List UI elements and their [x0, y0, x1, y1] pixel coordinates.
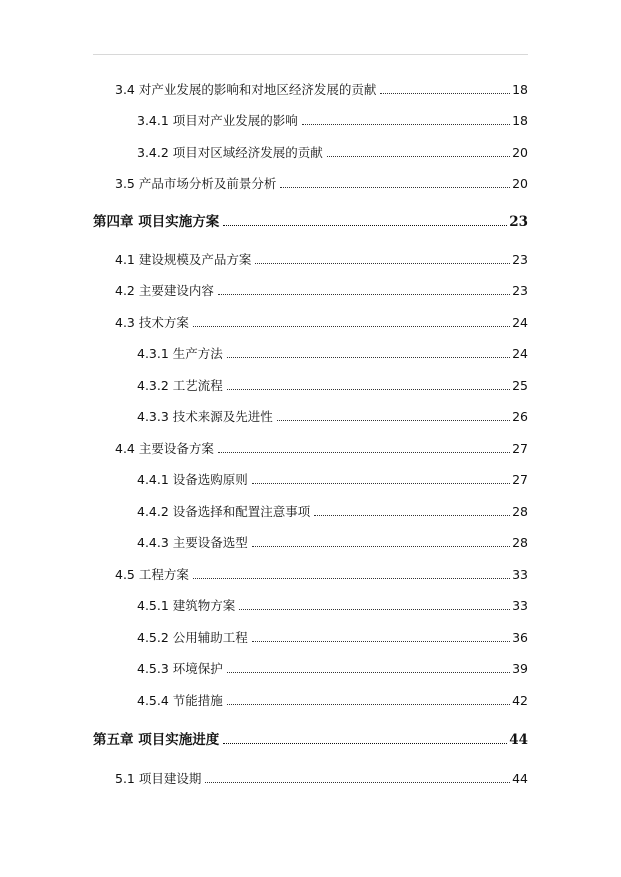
toc-dot-leader — [227, 357, 510, 358]
toc-entry-page: 28 — [512, 504, 528, 519]
toc-entry-page: 27 — [512, 441, 528, 456]
toc-dot-leader — [327, 156, 510, 157]
toc-entry-page: 23 — [512, 252, 528, 267]
toc-entry-page: 20 — [512, 176, 528, 191]
toc-entry-title: 4.3.2 工艺流程 — [137, 378, 223, 393]
toc-entry-page: 24 — [512, 346, 528, 361]
toc-chapter-entry[interactable] — [93, 210, 528, 230]
toc-dot-leader — [193, 578, 510, 579]
toc-entry[interactable] — [137, 689, 528, 709]
toc-entry-page: 23 — [509, 214, 528, 230]
toc-dot-leader — [227, 704, 510, 705]
toc-dot-leader — [239, 609, 510, 610]
toc-entry-title: 第四章 项目实施方案 — [93, 214, 220, 230]
toc-entry-page: 42 — [512, 693, 528, 708]
toc-entry[interactable] — [137, 626, 528, 646]
toc-entry-page: 33 — [512, 567, 528, 582]
toc-entry-title: 4.4.2 设备选择和配置注意事项 — [137, 504, 311, 519]
toc-dot-leader — [227, 389, 510, 390]
toc-entry-title: 3.4 对产业发展的影响和对地区经济发展的贡献 — [115, 82, 377, 97]
toc-dot-leader — [280, 187, 510, 188]
toc-entry-page: 18 — [512, 113, 528, 128]
toc-entry[interactable] — [115, 437, 528, 457]
toc-entry[interactable] — [137, 405, 528, 425]
toc-entry-title: 第五章 项目实施进度 — [93, 732, 220, 748]
toc-dot-leader — [205, 782, 510, 783]
toc-entry-title: 4.4.1 设备选购原则 — [137, 472, 248, 487]
toc-entry[interactable] — [115, 563, 528, 583]
toc-dot-leader — [223, 225, 507, 226]
toc-entry[interactable] — [137, 500, 528, 520]
toc-entry[interactable] — [137, 594, 528, 614]
toc-entry-page: 33 — [512, 598, 528, 613]
toc-entry-title: 4.4 主要设备方案 — [115, 441, 214, 456]
toc-entry-page: 36 — [512, 630, 528, 645]
toc-dot-leader — [277, 420, 510, 421]
toc-entry-title: 4.2 主要建设内容 — [115, 283, 214, 298]
toc-dot-leader — [193, 326, 510, 327]
toc-chapter-entry[interactable] — [93, 728, 528, 748]
toc-entry[interactable] — [137, 374, 528, 394]
toc-entry-title: 4.1 建设规模及产品方案 — [115, 252, 252, 267]
toc-entry-page: 39 — [512, 661, 528, 676]
toc-entry-page: 26 — [512, 409, 528, 424]
toc-entry-page: 28 — [512, 535, 528, 550]
toc-entry[interactable] — [137, 109, 528, 129]
toc-entry-page: 20 — [512, 145, 528, 160]
toc-entry-title: 4.5.3 环境保护 — [137, 661, 223, 676]
toc-entry-title: 4.5.1 建筑物方案 — [137, 598, 236, 613]
toc-entry[interactable] — [115, 172, 528, 192]
toc-dot-leader — [252, 483, 510, 484]
toc-dot-leader — [380, 93, 510, 94]
toc-entry[interactable] — [115, 279, 528, 299]
toc-entry[interactable] — [137, 531, 528, 551]
toc-dot-leader — [252, 641, 510, 642]
toc-dot-leader — [218, 452, 510, 453]
toc-entry-title: 4.5.2 公用辅助工程 — [137, 630, 248, 645]
toc-dot-leader — [255, 263, 510, 264]
toc-entry-title: 4.3 技术方案 — [115, 315, 189, 330]
toc-dot-leader — [223, 743, 507, 744]
toc-entry[interactable] — [137, 141, 528, 161]
toc-entry-title: 4.5.4 节能措施 — [137, 693, 223, 708]
toc-entry[interactable] — [115, 248, 528, 268]
toc-dot-leader — [314, 515, 510, 516]
toc-entry[interactable] — [137, 468, 528, 488]
toc-entry-title: 4.3.1 生产方法 — [137, 346, 223, 361]
toc-entry[interactable] — [137, 657, 528, 677]
toc-entry-page: 23 — [512, 283, 528, 298]
toc-entry-page: 27 — [512, 472, 528, 487]
toc-dot-leader — [218, 294, 510, 295]
toc-entry-title: 4.5 工程方案 — [115, 567, 189, 582]
toc-entry-page: 18 — [512, 82, 528, 97]
toc-entry-page: 25 — [512, 378, 528, 393]
toc-entry-page: 44 — [512, 771, 528, 786]
toc-entry-title: 5.1 项目建设期 — [115, 771, 202, 786]
toc-dot-leader — [302, 124, 510, 125]
toc-entry[interactable] — [115, 311, 528, 331]
toc-entry-title: 3.5 产品市场分析及前景分析 — [115, 176, 277, 191]
toc-entry-title: 3.4.2 项目对区域经济发展的贡献 — [137, 145, 323, 160]
toc-entry-title: 3.4.1 项目对产业发展的影响 — [137, 113, 298, 128]
toc-entry-page: 24 — [512, 315, 528, 330]
toc-entry-title: 4.3.3 技术来源及先进性 — [137, 409, 273, 424]
toc-entry[interactable] — [115, 767, 528, 787]
toc-entry-title: 4.4.3 主要设备选型 — [137, 535, 248, 550]
toc-entry[interactable] — [115, 78, 528, 98]
toc-entry-page: 44 — [509, 732, 528, 748]
toc-entry[interactable] — [137, 342, 528, 362]
toc-dot-leader — [252, 546, 510, 547]
toc-dot-leader — [227, 672, 510, 673]
